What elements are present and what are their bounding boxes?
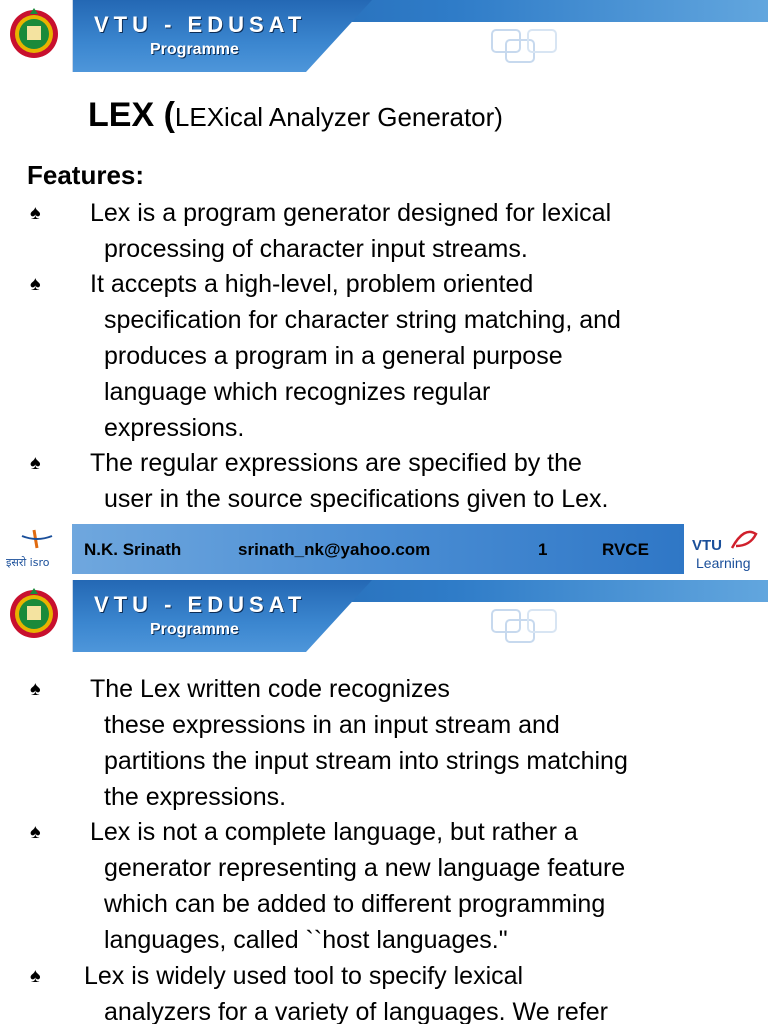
header-title: VTU - EDUSAT <box>94 12 307 37</box>
isro-logo <box>4 526 70 570</box>
header-title: VTU - EDUSAT <box>94 592 307 617</box>
svg-text:VTU: VTU <box>692 537 722 554</box>
footer-org: RVCE <box>602 540 649 559</box>
spade-icon: ♠ <box>30 965 41 987</box>
spade-icon: ♠ <box>30 273 41 295</box>
spade-icon: ♠ <box>30 452 41 474</box>
vtu-emblem-logo <box>0 580 73 652</box>
slide-1: VTU - EDUSAT Programme LEX (LEXical Analyzer Generator) Features: ♠ Lex is a program generator designed for lexical processing of character input streams. ♠ It accepts a high-level, problem oriented specification for character string matching, and produces a program in a general purpose language which recognizes regular expressions. ♠ The regular expressions are specified by the user in the source specifications given to Lex. इसरो isro N.K. Srinath srinath_nk@yahoo.com 1 RVCE VTU Learning <box>0 0 768 580</box>
spade-icon: ♠ <box>30 202 41 224</box>
footer-page-number: 1 <box>538 540 548 559</box>
decorative-squares-icon <box>488 24 568 72</box>
slide-footer <box>0 520 768 576</box>
svg-text:Learning: Learning <box>696 555 751 571</box>
svg-text:इसरो isro: इसरो isro <box>6 556 50 569</box>
footer-email: srinath_nk@yahoo.com <box>238 540 431 559</box>
vtu-elearning-logo <box>688 524 766 574</box>
decorative-squares-icon <box>488 604 568 652</box>
spade-icon: ♠ <box>30 821 41 843</box>
header-subtitle: Programme <box>150 41 239 58</box>
header-subtitle: Programme <box>150 621 239 638</box>
slide-header <box>0 0 768 72</box>
slide-title: LEX (LEXical Analyzer Generator) <box>88 96 503 134</box>
slide-2: VTU - EDUSAT Programme ♠ The Lex written code recognizes these expressions in an input stream and partitions the input stream into strings matching the expressions. ♠ Lex is not a complete language, but rather a generator representing a new language feature which can be added to different programming languages, called ``host languages." ♠ Lex is widely used tool to specify lexical analyzers for a variety of languages. We refer <box>0 580 768 1024</box>
slide-header <box>0 580 768 652</box>
footer-author: N.K. Srinath <box>84 540 182 559</box>
spade-icon: ♠ <box>30 678 41 700</box>
features-label: Features: <box>27 160 145 190</box>
vtu-emblem-logo <box>0 0 73 72</box>
